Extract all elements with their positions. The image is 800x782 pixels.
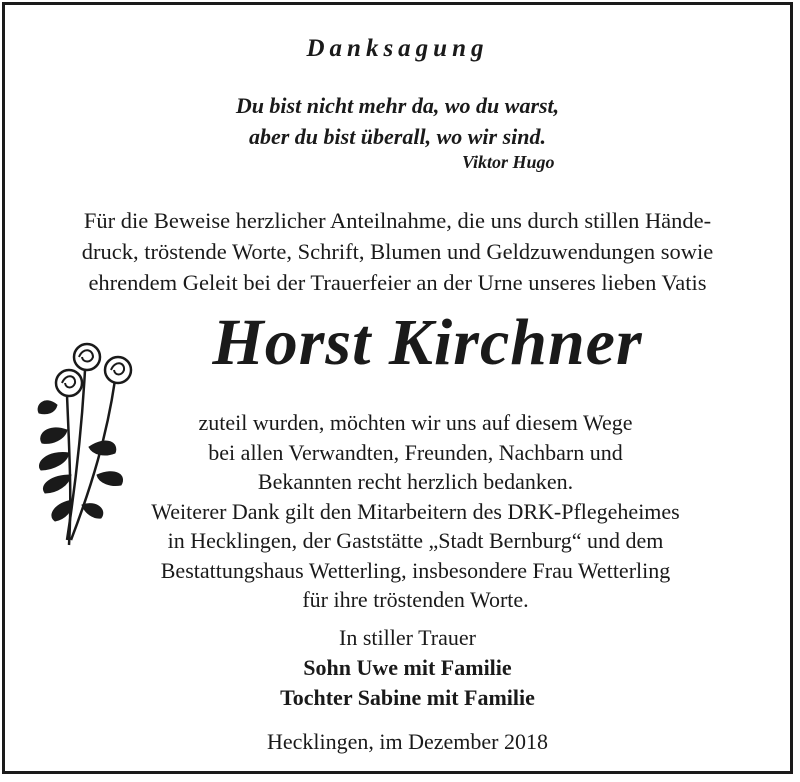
intro-text	[5, 205, 790, 298]
place-date: Hecklingen, im Dezember 2018	[266, 729, 548, 754]
body-line-2: bei allen Verwandten, Freunden, Nachbarn und	[208, 439, 623, 465]
body-line-7: für ihre tröstenden Worte.	[302, 587, 529, 612]
body-line-6: Bestattungshaus Wetterling, insbesondere Frau Wetterling	[160, 557, 671, 583]
quote-author: Viktor Hugo	[462, 152, 555, 172]
body-line-1: zuteil wurden, möchten wir uns auf diesem Wege	[198, 410, 633, 435]
signatory-2: Tochter Sabine mit Familie	[280, 685, 535, 710]
body-line-3: Bekannten recht herzlich bedanken.	[257, 469, 574, 494]
intro-line-3: ehrendem Geleit bei der Trauerfeier an der Urne unseres lieben Vatis	[88, 270, 707, 295]
obituary-notice	[2, 2, 793, 774]
closing	[15, 623, 800, 713]
signatory-1: Sohn Uwe mit Familie	[303, 655, 512, 680]
quote	[5, 90, 790, 152]
quote-line-1: Du bist nicht mehr da, wo du warst,	[235, 93, 560, 118]
intro-line-1: Für die Beweise herzlicher Anteilnahme, die uns durch stillen Hände-	[83, 208, 712, 233]
quote-line-2: aber du bist überall, wo wir sind.	[248, 124, 547, 149]
body-line-5: in Hecklingen, der Gaststätte „Stadt Bernburg“ und dem	[167, 528, 664, 553]
intro-line-2: druck, tröstende Worte, Schrift, Blumen und Geldzuwendungen sowie	[81, 239, 714, 264]
deceased-name: Horst Kirchner	[212, 306, 643, 379]
body-line-4: Weiterer Dank gilt den Mitarbeitern des DRK-Pflegeheimes	[151, 498, 680, 524]
heading: Danksagung	[306, 35, 489, 62]
body-text	[23, 408, 800, 615]
closing-phrase: In stiller Trauer	[339, 625, 476, 650]
